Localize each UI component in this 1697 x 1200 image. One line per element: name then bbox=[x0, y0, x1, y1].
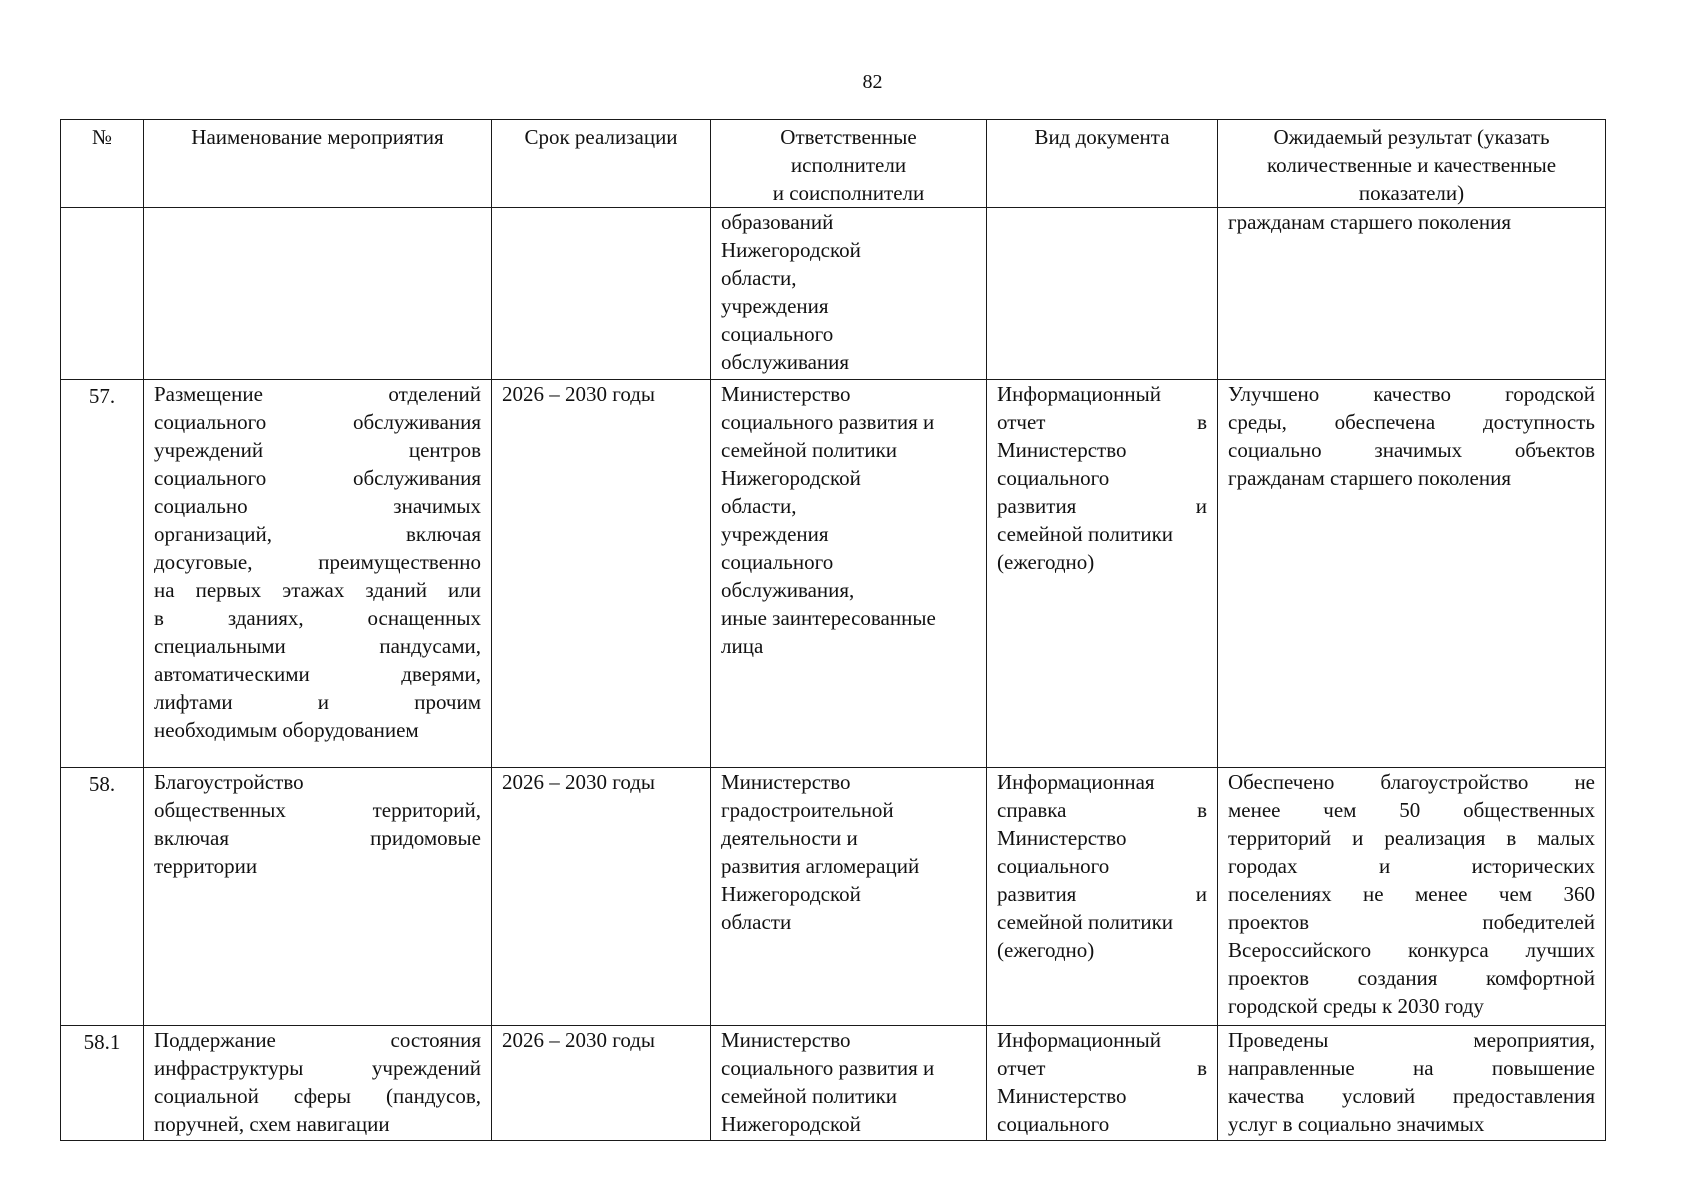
cell-line: включая придомовые bbox=[154, 826, 481, 850]
cell-line: развития и bbox=[997, 494, 1207, 518]
cell-line: Министерство bbox=[721, 382, 851, 406]
cell-expected-result bbox=[1218, 1026, 1606, 1141]
header-executors bbox=[711, 120, 987, 208]
header-result-line: количественные и качественные bbox=[1266, 153, 1557, 177]
header-document-type: Вид документа bbox=[987, 120, 1218, 208]
cell-line: качества условий предоставления bbox=[1228, 1084, 1595, 1108]
cell-line: социально значимых bbox=[154, 494, 481, 518]
cell-line: социального развития и bbox=[721, 1056, 935, 1080]
cell-line: Нижегородской bbox=[721, 466, 861, 490]
cell-line: гражданам старшего поколения bbox=[1228, 210, 1511, 234]
cell-line: социального bbox=[997, 1112, 1110, 1136]
cell-line: Министерство bbox=[997, 826, 1127, 850]
cell-line: в зданиях, оснащенных bbox=[154, 606, 481, 630]
cell-line: (ежегодно) bbox=[997, 938, 1095, 962]
cell-line: Информационный bbox=[997, 382, 1161, 406]
cell-line: (ежегодно) bbox=[997, 550, 1095, 574]
cell-document-type bbox=[987, 208, 1218, 380]
cell-term: 2026 – 2030 годы bbox=[492, 1026, 711, 1141]
cell-line: поселениях не менее чем 360 bbox=[1228, 882, 1595, 906]
cell-line: учреждений центров bbox=[154, 438, 481, 462]
cell-line: Информационная bbox=[997, 770, 1155, 794]
cell-line: на первых этажах зданий или bbox=[154, 578, 481, 602]
header-expected-result bbox=[1218, 120, 1606, 208]
cell-line: социальной сферы (пандусов, bbox=[154, 1084, 481, 1108]
cell-line: досуговые, преимущественно bbox=[154, 550, 481, 574]
cell-line: территорий и реализация в малых bbox=[1228, 826, 1595, 850]
header-number: № bbox=[61, 120, 144, 208]
cell-number bbox=[61, 208, 144, 380]
cell-line: социального bbox=[997, 854, 1110, 878]
cell-line: городах и исторических bbox=[1228, 854, 1595, 878]
cell-line: необходимым оборудованием bbox=[154, 718, 419, 742]
cell-executors bbox=[711, 380, 987, 768]
table-row bbox=[61, 768, 1606, 1026]
header-executors-line: и соисполнители bbox=[772, 181, 925, 205]
cell-line: специальными пандусами, bbox=[154, 634, 481, 658]
cell-line: образований bbox=[721, 210, 834, 234]
cell-line: Всероссийского конкурса лучших bbox=[1228, 938, 1595, 962]
cell-line: деятельности и bbox=[721, 826, 858, 850]
cell-line: Размещение отделений bbox=[154, 382, 481, 406]
cell-line: иные заинтересованные bbox=[721, 606, 936, 630]
measures-table bbox=[60, 119, 1606, 1141]
cell-line: семейной политики bbox=[997, 910, 1174, 934]
cell-line: области, bbox=[721, 266, 797, 290]
cell-line: учреждения bbox=[721, 294, 829, 318]
cell-line: учреждения bbox=[721, 522, 829, 546]
cell-line: отчет в bbox=[997, 410, 1207, 434]
cell-line: Нижегородской bbox=[721, 238, 861, 262]
cell-line: социального обслуживания bbox=[154, 410, 481, 434]
cell-expected-result bbox=[1218, 768, 1606, 1026]
cell-measure-name bbox=[144, 768, 492, 1026]
cell-line: Нижегородской bbox=[721, 882, 861, 906]
cell-line: социально значимых объектов bbox=[1228, 438, 1595, 462]
cell-line: проектов создания комфортной bbox=[1228, 966, 1595, 990]
cell-line: развития и bbox=[997, 882, 1207, 906]
header-result-line: Ожидаемый результат (указать bbox=[1273, 125, 1550, 149]
cell-line: Улучшено качество городской bbox=[1228, 382, 1595, 406]
cell-line: проектов победителей bbox=[1228, 910, 1595, 934]
cell-line: Проведены мероприятия, bbox=[1228, 1028, 1595, 1052]
cell-line: услуг в социально значимых bbox=[1228, 1112, 1485, 1136]
cell-line: социального bbox=[721, 322, 834, 346]
cell-line: семейной политики bbox=[721, 438, 898, 462]
cell-measure-name bbox=[144, 1026, 492, 1141]
cell-line: автоматическими дверями, bbox=[154, 662, 481, 686]
cell-document-type bbox=[987, 1026, 1218, 1141]
cell-expected-result bbox=[1218, 208, 1606, 380]
cell-line: семейной политики bbox=[721, 1084, 898, 1108]
cell-line: социального развития и bbox=[721, 410, 935, 434]
cell-line: инфраструктуры учреждений bbox=[154, 1056, 481, 1080]
cell-line: социального bbox=[721, 550, 834, 574]
page-number: 82 bbox=[862, 71, 883, 93]
cell-line: Министерство bbox=[997, 438, 1127, 462]
cell-line: направленные на повышение bbox=[1228, 1056, 1595, 1080]
cell-executors bbox=[711, 768, 987, 1026]
cell-number: 57. bbox=[61, 380, 144, 768]
cell-line: поручней, схем навигации bbox=[154, 1112, 390, 1136]
cell-executors bbox=[711, 1026, 987, 1141]
cell-line: менее чем 50 общественных bbox=[1228, 798, 1595, 822]
cell-line: лифтами и прочим bbox=[154, 690, 481, 714]
cell-line: отчет в bbox=[997, 1056, 1207, 1080]
cell-line: общественных территорий, bbox=[154, 798, 481, 822]
header-term: Срок реализации bbox=[492, 120, 711, 208]
cell-line: Обеспечено благоустройство не bbox=[1228, 770, 1595, 794]
cell-line: области bbox=[721, 910, 792, 934]
cell-line: развития агломераций bbox=[721, 854, 920, 878]
cell-term: 2026 – 2030 годы bbox=[492, 380, 711, 768]
cell-line: лица bbox=[721, 634, 764, 658]
cell-line: Нижегородской bbox=[721, 1112, 861, 1136]
cell-line: обслуживания bbox=[721, 350, 850, 374]
cell-line: гражданам старшего поколения bbox=[1228, 466, 1511, 490]
table-header-row bbox=[61, 120, 1606, 208]
cell-measure-name bbox=[144, 380, 492, 768]
cell-line: Поддержание состояния bbox=[154, 1028, 481, 1052]
header-executors-line: Ответственные bbox=[780, 125, 917, 149]
table-row bbox=[61, 208, 1606, 380]
cell-line: Информационный bbox=[997, 1028, 1161, 1052]
cell-line: территории bbox=[154, 854, 258, 878]
cell-number: 58.1 bbox=[61, 1026, 144, 1141]
cell-line: справка в bbox=[997, 798, 1207, 822]
cell-line: градостроительной bbox=[721, 798, 894, 822]
cell-line: семейной политики bbox=[997, 522, 1174, 546]
cell-term bbox=[492, 208, 711, 380]
table-row bbox=[61, 1026, 1606, 1141]
cell-line: городской среды к 2030 году bbox=[1228, 994, 1484, 1018]
header-executors-line: исполнители bbox=[790, 153, 907, 177]
cell-document-type bbox=[987, 380, 1218, 768]
cell-line: обслуживания, bbox=[721, 578, 855, 602]
cell-term: 2026 – 2030 годы bbox=[492, 768, 711, 1026]
cell-executors bbox=[711, 208, 987, 380]
cell-document-type bbox=[987, 768, 1218, 1026]
header-result-line: показатели) bbox=[1358, 181, 1465, 205]
cell-number: 58. bbox=[61, 768, 144, 1026]
cell-line: Министерство bbox=[997, 1084, 1127, 1108]
header-measure-name: Наименование мероприятия bbox=[144, 120, 492, 208]
cell-line: Министерство bbox=[721, 770, 851, 794]
cell-line: Министерство bbox=[721, 1028, 851, 1052]
cell-line: социального обслуживания bbox=[154, 466, 481, 490]
table-row bbox=[61, 380, 1606, 768]
cell-measure-name bbox=[144, 208, 492, 380]
cell-line: среды, обеспечена доступность bbox=[1228, 410, 1595, 434]
cell-line: области, bbox=[721, 494, 797, 518]
cell-line: организаций, включая bbox=[154, 522, 481, 546]
cell-line: социального bbox=[997, 466, 1110, 490]
cell-line: Благоустройство bbox=[154, 770, 304, 794]
cell-expected-result bbox=[1218, 380, 1606, 768]
